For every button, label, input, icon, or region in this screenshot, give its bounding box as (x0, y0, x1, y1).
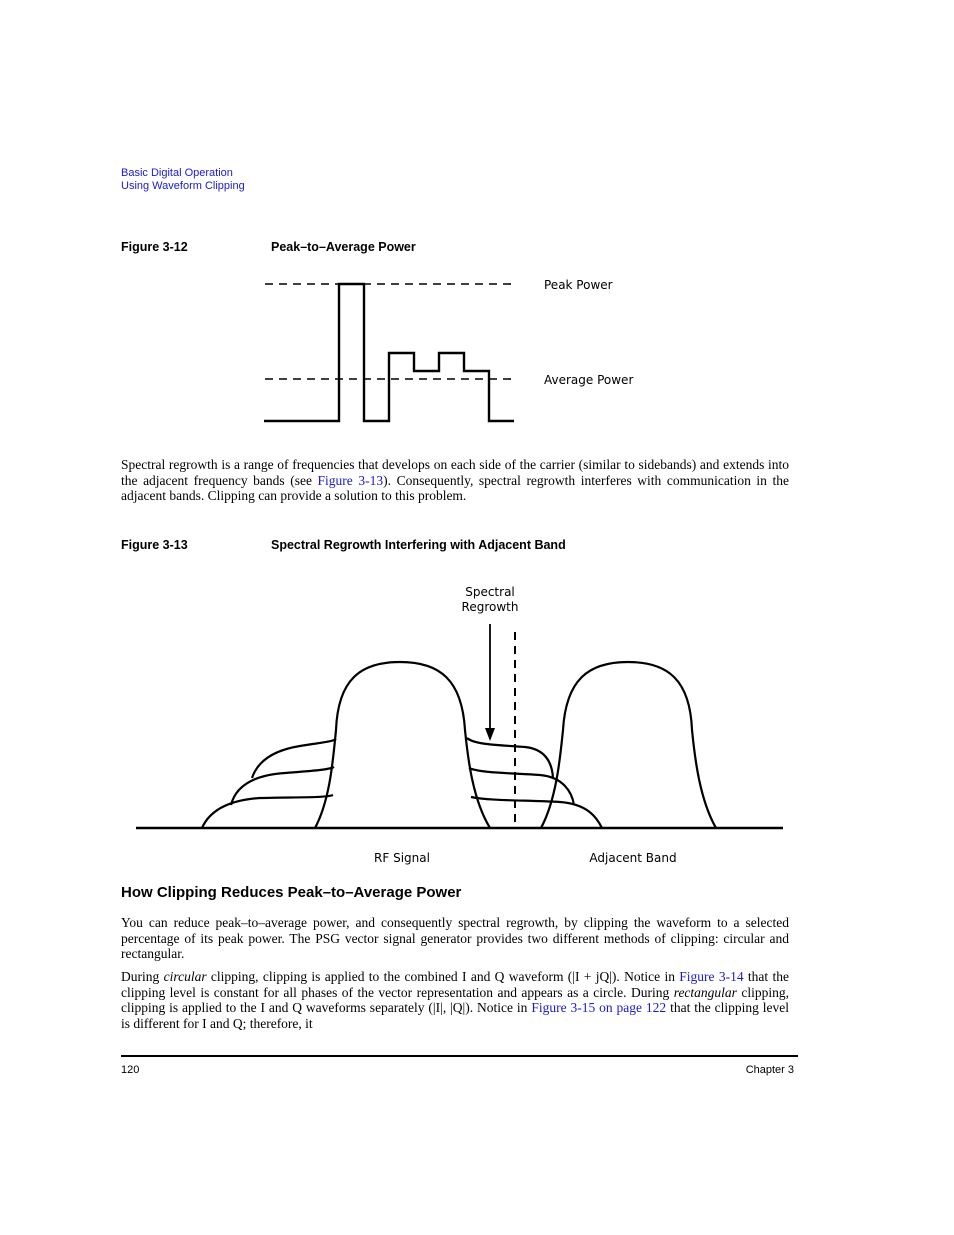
paragraph-spectral-regrowth: Spectral regrowth is a range of frequencies that develops on each side of the carrier (similar to sidebands) and extends into the adjacent frequency bands (see Figure 3-13). Consequently, spectral regrowth interferes with communication in the adjacent bands. Clipping can provide a solution to this problem. (121, 457, 789, 504)
figure-13-number: Figure 3-13 (121, 538, 188, 552)
regrowth-arrow-head (485, 728, 495, 741)
left-skirt-outer (202, 795, 333, 828)
right-skirt-outer (471, 797, 602, 828)
rf-signal-lobe (315, 662, 490, 828)
figure-3-14-link[interactable]: Figure 3-14 (679, 969, 744, 984)
peak-power-label: Peak Power (544, 278, 613, 292)
rf-signal-label: RF Signal (374, 851, 430, 865)
figure-13-title: Spectral Regrowth Interfering with Adjacent Band (271, 538, 566, 552)
figure-3-15-link[interactable]: Figure 3-15 on page 122 (531, 1000, 667, 1016)
breadcrumb-section[interactable]: Using Waveform Clipping (121, 179, 245, 192)
page-number: 120 (121, 1064, 140, 1076)
paragraph-reduce-peak: You can reduce peak–to–average power, and consequently spectral regrowth, by clipping the waveform to a selected percentage of its peak power. The PSG vector signal generator provides two different methods of clipping: circular and rectangular. (121, 915, 789, 962)
spectral-regrowth-diagram (0, 560, 954, 880)
chapter-label: Chapter 3 (745, 1064, 794, 1076)
figure-12-number: Figure 3-12 (121, 240, 188, 254)
right-skirt-inner (467, 738, 553, 778)
regrowth-label-line-1: Spectral (465, 585, 515, 599)
breadcrumb-chapter[interactable]: Basic Digital Operation (121, 167, 233, 179)
regrowth-label-line-2: Regrowth (461, 600, 519, 614)
section-heading: How Clipping Reduces Peak–to–Average Power (121, 884, 462, 901)
figure-12-title: Peak–to–Average Power (271, 240, 416, 254)
footer-rule (121, 1055, 798, 1057)
figure-3-13-link[interactable]: Figure 3-13 (317, 472, 384, 488)
average-power-label: Average Power (544, 373, 634, 387)
peak-to-average-diagram (0, 0, 954, 440)
adjacent-band-label: Adjacent Band (589, 851, 677, 865)
paragraph-clipping-types: During circular clipping, clipping is applied to the combined I and Q waveform (|I + jQ|). Notice in Figure 3-14 that the clipping level is constant for all phases of the vector representation and appears as a circle. During rectangular clipping, clipping is applied to the I and Q waveforms separately (|I|, |Q|). Notice in Figure 3-15 on page 122 that the clipping level is different for I and Q; therefore, it (121, 969, 789, 1031)
power-waveform (264, 284, 514, 421)
